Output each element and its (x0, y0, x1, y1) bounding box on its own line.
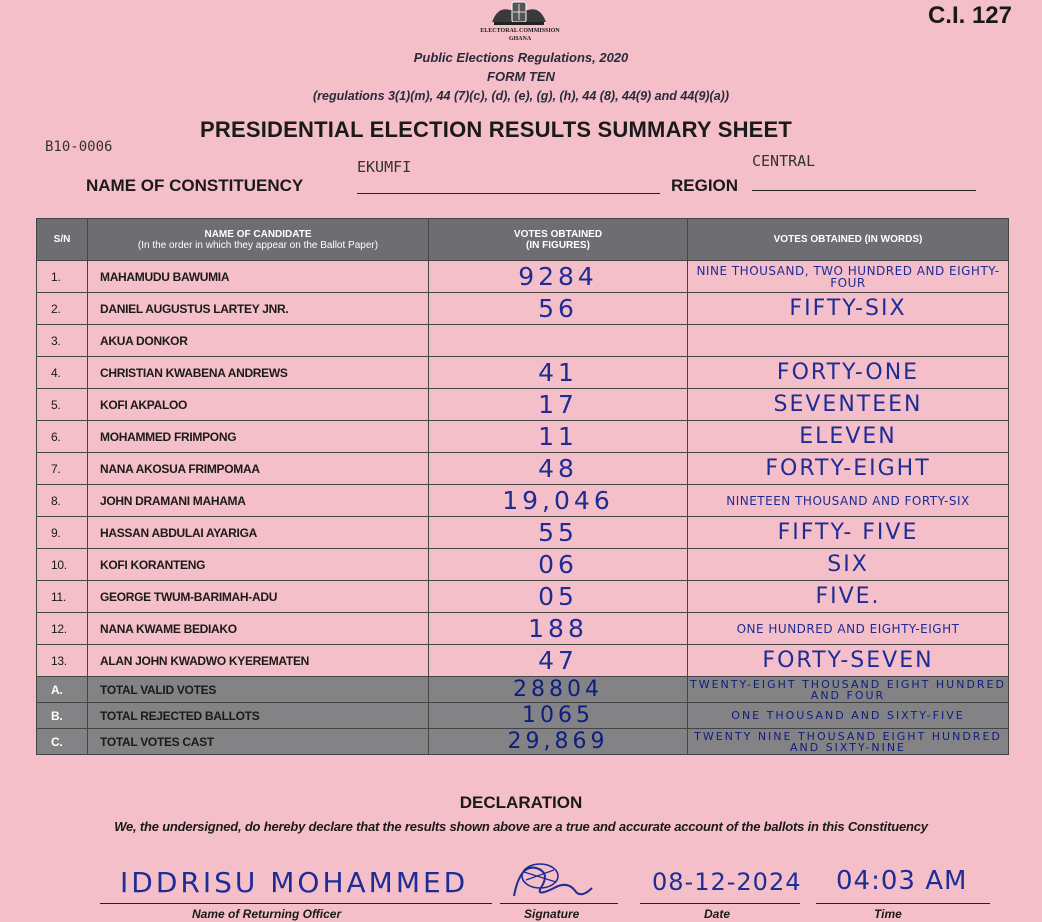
candidate-name: HASSAN ABDULAI AYARIGA (88, 517, 429, 549)
total-figures: 29,869 (429, 729, 688, 755)
ci-number: C.I. 127 (927, 2, 1012, 29)
declaration-time: 04:03 AM (836, 866, 968, 896)
candidate-name: DANIEL AUGUSTUS LARTEY JNR. (88, 293, 429, 325)
votes-figures: 47 (429, 645, 688, 677)
declaration-title: DECLARATION (459, 793, 583, 812)
constituency-value: EKUMFI (357, 158, 412, 176)
votes-words: FIVE. (688, 581, 1009, 613)
region-value: CENTRAL (752, 152, 816, 170)
total-sn: B. (37, 703, 88, 729)
total-words: TWENTY-EIGHT THOUSAND EIGHT HUNDRED AND FOUR (688, 677, 1009, 703)
date-line (640, 903, 800, 904)
results-table (36, 218, 1009, 755)
table-row (37, 261, 1009, 293)
votes-figures: 188 (429, 613, 688, 645)
signature-line (500, 903, 618, 904)
constituency-underline (357, 193, 660, 194)
votes-figures: 11 (429, 421, 688, 453)
table-row (37, 613, 1009, 645)
votes-words: FIFTY- FIVE (688, 517, 1009, 549)
time-line (816, 903, 990, 904)
row-sn: 9. (37, 517, 88, 549)
declaration-text: We, the undersigned, do hereby declare that the results shown above are a true and accurate account of the ballots in this Constituency (114, 819, 928, 834)
votes-words (688, 325, 1009, 357)
total-sn: A. (37, 677, 88, 703)
votes-figures: 19,046 (429, 485, 688, 517)
issuer-label: ELECTORAL COMMISSION GHANA (480, 28, 560, 42)
table-header-row (37, 219, 1009, 261)
total-figures: 1065 (429, 703, 688, 729)
candidate-name: NANA KWAME BEDIAKO (88, 613, 429, 645)
votes-figures: 9284 (429, 261, 688, 293)
table-row (37, 421, 1009, 453)
votes-figures: 06 (429, 549, 688, 581)
votes-figures: 05 (429, 581, 688, 613)
candidate-name: MAHAMUDU BAWUMIA (88, 261, 429, 293)
total-label: TOTAL VOTES CAST (88, 729, 429, 755)
total-figures: 28804 (429, 677, 688, 703)
regulations-title: Public Elections Regulations, 2020 (413, 50, 629, 65)
total-sn: C. (37, 729, 88, 755)
votes-words: FORTY-ONE (688, 357, 1009, 389)
votes-words: NINE THOUSAND, TWO HUNDRED AND EIGHTY-FOUR (688, 261, 1009, 293)
row-sn: 8. (37, 485, 88, 517)
caption-signature: Signature (524, 907, 580, 921)
returning-officer-name: IDDRISU MOHAMMED (120, 866, 469, 899)
declaration-date: 08-12-2024 (652, 868, 802, 896)
region-label: REGION (671, 176, 739, 195)
caption-date: Date (704, 907, 731, 921)
votes-figures: 56 (429, 293, 688, 325)
total-words: TWENTY NINE THOUSAND EIGHT HUNDRED AND SIXTY-NINE (688, 729, 1009, 755)
candidate-name: KOFI KORANTENG (88, 549, 429, 581)
col-header-figures: VOTES OBTAINED (IN FIGURES) (429, 219, 688, 261)
table-row (37, 517, 1009, 549)
total-row (37, 703, 1009, 729)
row-sn: 7. (37, 453, 88, 485)
row-sn: 3. (37, 325, 88, 357)
table-row (37, 645, 1009, 677)
constituency-label: NAME OF CONSTITUENCY (86, 176, 304, 195)
table-row (37, 357, 1009, 389)
row-sn: 6. (37, 421, 88, 453)
page-title: PRESIDENTIAL ELECTION RESULTS SUMMARY SHEET (200, 117, 793, 142)
votes-words: FIFTY-SIX (688, 293, 1009, 325)
col-header-sn: S/N (37, 219, 88, 261)
table-row (37, 549, 1009, 581)
votes-words: FORTY-EIGHT (688, 453, 1009, 485)
name-signature-line (100, 903, 492, 904)
votes-figures (429, 325, 688, 357)
votes-words: ELEVEN (688, 421, 1009, 453)
table-row (37, 453, 1009, 485)
row-sn: 11. (37, 581, 88, 613)
row-sn: 2. (37, 293, 88, 325)
col-header-words: VOTES OBTAINED (IN WORDS) (688, 219, 1009, 261)
row-sn: 12. (37, 613, 88, 645)
total-label: TOTAL VALID VOTES (88, 677, 429, 703)
total-words: ONE THOUSAND AND SIXTY-FIVE (688, 703, 1009, 729)
caption-time: Time (874, 907, 902, 921)
col-header-name: NAME OF CANDIDATE (In the order in which they appear on the Ballot Paper) (88, 219, 429, 261)
row-sn: 4. (37, 357, 88, 389)
row-sn: 5. (37, 389, 88, 421)
total-label: TOTAL REJECTED BALLOTS (88, 703, 429, 729)
candidate-name: ALAN JOHN KWADWO KYEREMATEN (88, 645, 429, 677)
total-row (37, 729, 1009, 755)
candidate-name: AKUA DONKOR (88, 325, 429, 357)
votes-words: SEVENTEEN (688, 389, 1009, 421)
table-row (37, 325, 1009, 357)
candidate-name: NANA AKOSUA FRIMPOMAA (88, 453, 429, 485)
coat-of-arms-icon (488, 0, 550, 26)
votes-words: FORTY-SEVEN (688, 645, 1009, 677)
caption-name: Name of Returning Officer (192, 907, 342, 921)
table-row (37, 581, 1009, 613)
votes-words: NINETEEN THOUSAND AND FORTY-SIX (688, 485, 1009, 517)
votes-figures: 17 (429, 389, 688, 421)
table-row (37, 293, 1009, 325)
table-row (37, 389, 1009, 421)
row-sn: 1. (37, 261, 88, 293)
signature-icon (506, 858, 598, 904)
region-underline (752, 190, 976, 191)
votes-figures: 41 (429, 357, 688, 389)
candidate-name: MOHAMMED FRIMPONG (88, 421, 429, 453)
row-sn: 10. (37, 549, 88, 581)
row-sn: 13. (37, 645, 88, 677)
votes-words: ONE HUNDRED AND EIGHTY-EIGHT (688, 613, 1009, 645)
votes-figures: 48 (429, 453, 688, 485)
candidate-name: KOFI AKPALOO (88, 389, 429, 421)
candidate-name: GEORGE TWUM-BARIMAH-ADU (88, 581, 429, 613)
serial-number: B10-0006 (45, 139, 113, 155)
regulations-reference: (regulations 3(1)(m), 44 (7)(c), (d), (e), (g), (h), 44 (8), 44(9) and 44(9)(a)) (312, 89, 729, 103)
candidate-name: CHRISTIAN KWABENA ANDREWS (88, 357, 429, 389)
form-name: FORM TEN (487, 69, 555, 84)
votes-figures: 55 (429, 517, 688, 549)
votes-words: SIX (688, 549, 1009, 581)
total-row (37, 677, 1009, 703)
table-row (37, 485, 1009, 517)
candidate-name: JOHN DRAMANI MAHAMA (88, 485, 429, 517)
